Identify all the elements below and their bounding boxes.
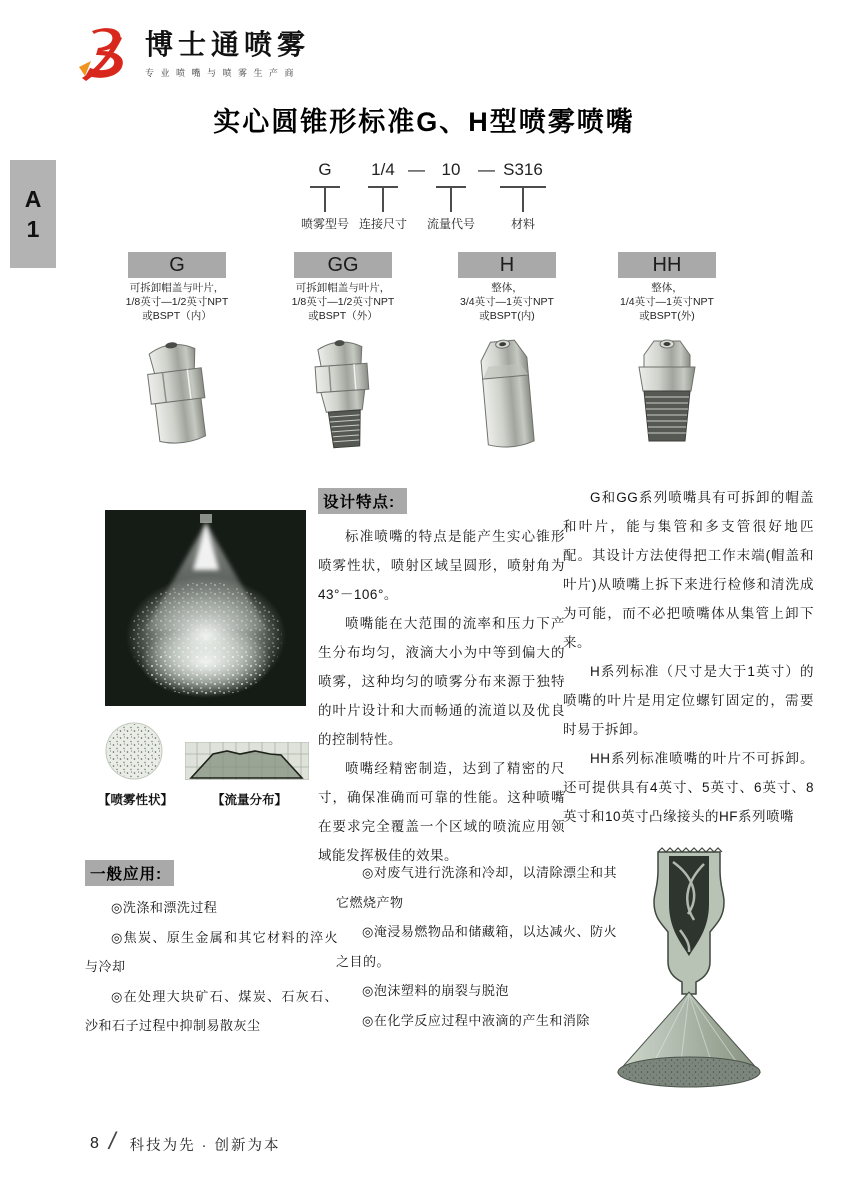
series-paragraph: HH系列标准喷嘴的叶片不可拆卸。还可提供具有4英寸、5英寸、6英寸、8英寸和10英寸凸缘接头的HF系列喷嘴 <box>563 751 814 824</box>
application-item: ◎焦炭、原生金属和其它材料的淬火与冷却 <box>85 929 338 974</box>
logo-text-block <box>145 22 310 79</box>
code-value: 1/4 <box>371 160 395 179</box>
application-item: ◎对废气进行洗涤和冷却，以清除漂尘和其它燃烧产物 <box>336 865 617 910</box>
code-label: 材料 <box>510 217 535 231</box>
model-desc-line: 3/4英寸—1英寸NPT <box>460 296 554 308</box>
spray-pattern-photo <box>105 510 306 706</box>
code-value: 10 <box>441 160 461 179</box>
application-item: ◎洗涤和漂洗过程 <box>111 900 218 915</box>
section-tab-a1 <box>10 160 56 268</box>
model-header-h <box>458 252 556 278</box>
model-column-gg <box>267 252 419 455</box>
section-tab-number: 1 <box>26 216 40 242</box>
series-paragraph: H系列标准（尺寸是大于1英寸）的喷嘴的叶片是用定位螺钉固定的，需要时易于拆卸。 <box>563 664 814 737</box>
brand-tagline: 专业喷嘴与喷雾生产商 <box>145 68 301 78</box>
model-desc-line: 1/8英寸—1/2英寸NPT <box>125 296 229 308</box>
application-item: ◎在处理大块矿石、煤炭、石灰石、沙和石子过程中抑制易散灰尘 <box>85 988 338 1033</box>
model-desc-h <box>431 281 583 323</box>
model-desc-g <box>101 281 253 323</box>
nozzle-photo-g <box>101 335 253 455</box>
order-code-diagram <box>283 160 613 238</box>
application-item: ◎淹浸易燃物品和储藏箱，以达减火、防火之目的。 <box>336 924 617 969</box>
model-desc-line: 1/8英寸—1/2英寸NPT <box>291 296 395 308</box>
model-desc-line: 或BSPT（外） <box>308 310 378 322</box>
nozzle-photo-hh <box>591 335 743 455</box>
nozzle-cutaway-image <box>610 842 768 1094</box>
spray-shape-label: 【喷雾性状】 <box>98 793 174 807</box>
flow-distribution-figure <box>185 742 309 785</box>
series-notes-column <box>563 483 814 831</box>
application-item: ◎在化学反应过程中液滴的产生和消除 <box>362 1012 590 1028</box>
model-code: HH <box>652 254 682 276</box>
model-header-hh <box>618 252 716 278</box>
code-label: 连接尺寸 <box>358 217 407 231</box>
nozzle-photo-h <box>431 335 583 455</box>
design-paragraph: 标准喷嘴的特点是能产生实心锥形喷雾性状，喷射区域呈圆形，喷射角为43°－106°。 <box>318 529 565 602</box>
model-desc-line: 或BSPT（内） <box>142 310 212 322</box>
model-header-gg <box>294 252 392 278</box>
design-paragraph: 喷嘴经精密制造，达到了精密的尺寸，确保准确而可靠的性能。这种喷嘴在要求完全覆盖一个区域的喷流应用领域能发挥极佳的效果。 <box>318 761 565 863</box>
footer-slogan: 科技为先 · 创新为本 <box>129 1137 281 1154</box>
applications-left-list <box>85 893 338 1041</box>
code-label: 喷雾型号 <box>300 217 349 231</box>
design-paragraph: 喷嘴能在大范围的流率和压力下产生分布均匀，液滴大小为中等到偏大的喷雾，这种均匀的喷雾分布来源于独特的叶片设计和大而畅通的流道以及优良的控制特性。 <box>318 616 565 747</box>
code-separator: — <box>408 160 425 179</box>
company-logo <box>75 22 310 84</box>
page-title: 实心圆锥形标准G、H型喷雾喷嘴 <box>213 107 635 137</box>
nozzle-photo-gg <box>267 335 419 455</box>
code-label: 流量代号 <box>426 217 475 231</box>
applications-heading: 一般应用: <box>85 860 174 886</box>
model-desc-gg <box>267 281 419 323</box>
model-desc-line: 可拆卸帽盖与叶片， <box>129 282 225 294</box>
connector-line <box>522 188 524 212</box>
model-column-hh <box>591 252 743 455</box>
model-desc-line: 或BSPT(内) <box>479 310 535 322</box>
section-tab-letter: A <box>24 186 42 212</box>
brand-name: 博士通喷雾 <box>145 29 311 60</box>
model-desc-line: 整体， <box>491 282 523 294</box>
series-paragraph: G和GG系列喷嘴具有可拆卸的帽盖和叶片，能与集管和多支管很好地匹配。其设计方法使得把工作末端(帽盖和叶片)从喷嘴上拆下来进行检修和清洗成为可能，而不必把喷嘴体从集管上卸下来。 <box>563 490 814 650</box>
design-features-heading: 设计特点: <box>318 488 407 514</box>
applications-right-list <box>336 858 617 1035</box>
design-features-text <box>318 522 565 870</box>
connector-line <box>324 188 326 212</box>
page-footer <box>90 1130 280 1158</box>
application-item: ◎泡沫塑料的崩裂与脱泡 <box>362 983 509 998</box>
model-desc-line: 可拆卸帽盖与叶片， <box>295 282 391 294</box>
brand-b-swoosh-icon <box>75 22 133 84</box>
model-desc-line: 1/4英寸—1英寸NPT <box>620 296 714 308</box>
page-number: 8 <box>90 1135 99 1152</box>
design-features-column <box>318 488 565 870</box>
footer-slash-divider: / <box>108 1128 116 1155</box>
flow-distribution-label: 【流量分布】 <box>212 793 288 807</box>
code-value: S316 <box>503 160 543 179</box>
code-value: G <box>318 160 332 179</box>
model-code: GG <box>327 254 359 276</box>
model-desc-hh <box>591 281 743 323</box>
model-code: G <box>169 254 185 276</box>
model-code: H <box>499 254 515 276</box>
connector-line <box>382 188 384 212</box>
model-desc-line: 整体， <box>651 282 683 294</box>
model-column-g <box>101 252 253 455</box>
model-desc-line: 或BSPT(外) <box>639 310 695 322</box>
spray-shape-figure <box>105 722 163 785</box>
model-column-h <box>431 252 583 455</box>
code-separator: — <box>478 160 495 179</box>
connector-line <box>450 188 452 212</box>
model-header-g <box>128 252 226 278</box>
